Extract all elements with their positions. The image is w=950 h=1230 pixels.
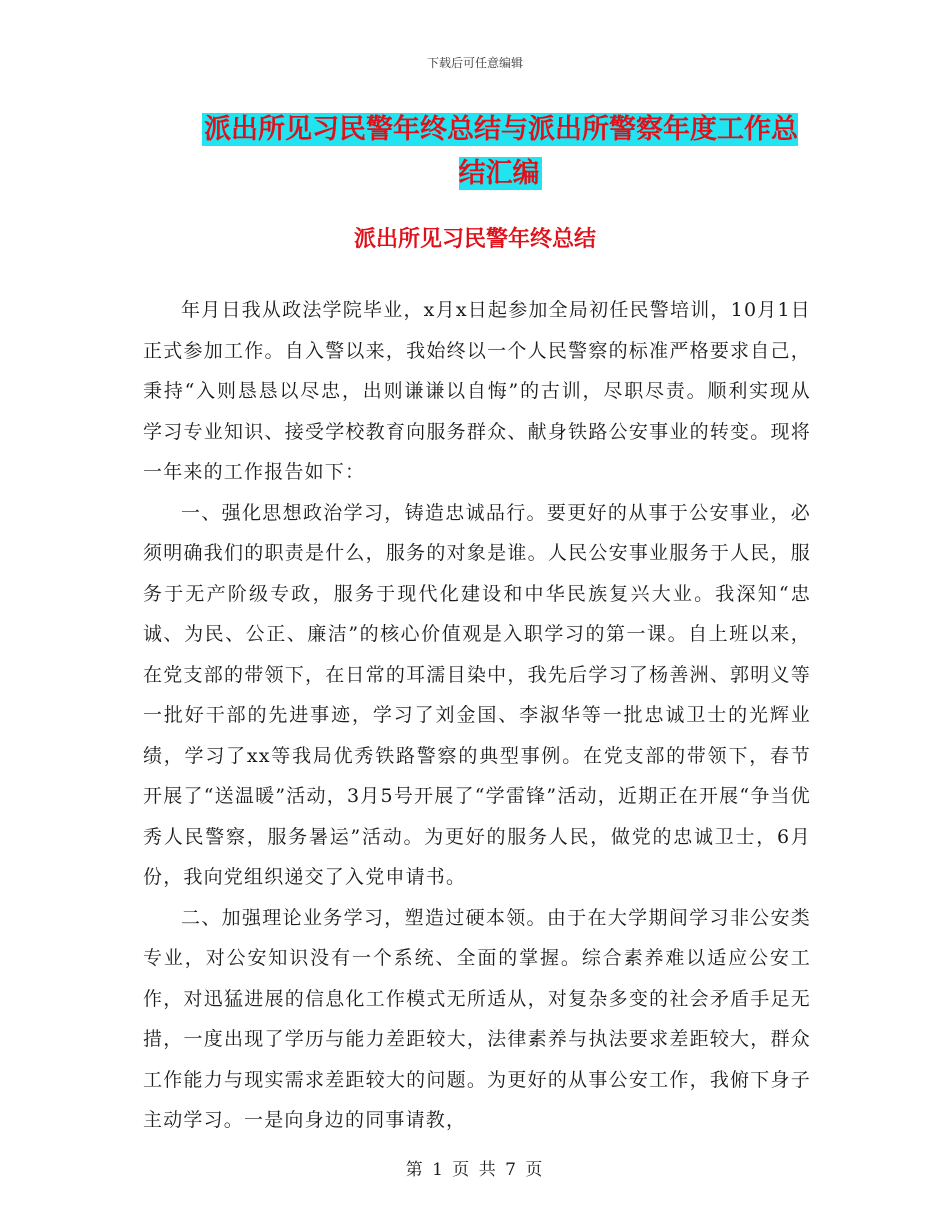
document-title-text: 派出所见习民警年终总结与派出所警察年度工作总结汇编 [204,114,798,189]
paragraph-2: 一、强化思想政治学习，铸造忠诚品行。要更好的从事于公安事业，必须明确我们的职责是什么，服务的对象是谁。人民公安事业服务于人民，服务于无产阶级专政，服务于现代化建设和中华民族复兴大业。我深知“忠诚、为民、公正、廉洁”的核心价值观是入职学习的第一课。自上班以来，在党支部的带领下，在日常的耳濡目染中，我先后学习了杨善洲、郭明义等一批好干部的先进事迹，学习了刘金国、李淑华等一批忠诚卫士的光辉业绩，学习了xx等我局优秀铁路警察的典型事例。在党支部的带领下，春节开展了“送温暖”活动，3月5号开展了“学雷锋”活动，近期正在开展“争当优秀人民警察，服务暑运”活动。为更好的服务人民，做党的忠诚卫士，6月份，我向党组织递交了入党申请书。 [143,501,811,888]
header-note: 下载后可任意编辑 [426,56,523,70]
document-body [143,290,811,1141]
document-title [190,108,810,196]
paragraph-3: 二、加强理论业务学习，塑造过硬本领。由于在大学期间学习非公安类专业，对公安知识没有一个系统、全面的掌握。综合素养难以适应公安工作，对迅猛进展的信息化工作模式无所适从，对复杂多变的社会矛盾手足无措，一度出现了学历与能力差距较大，法律素养与执法要求差距较大，群众工作能力与现实需求差距较大的问题。为更好的从事公安工作，我俯下身子主动学习。一是向身边的同事请教， [143,906,811,1131]
page-number-footer: 第 1 页 共 7 页 [405,1160,545,1180]
section-title: 派出所见习民警年终总结 [353,227,596,252]
paragraph-1: 年月日我从政法学院毕业，x月x日起参加全局初任民警培训，10月1日正式参加工作。自入警以来，我始终以一个人民警察的标准严格要求自己，秉持“入则恳恳以尽忠，出则谦谦以自悔”的古训，尽职尽责。顺利实现从学习专业知识、接受学校教育向服务群众、献身铁路公安事业的转变。现将一年来的工作报告如下： [143,299,811,483]
